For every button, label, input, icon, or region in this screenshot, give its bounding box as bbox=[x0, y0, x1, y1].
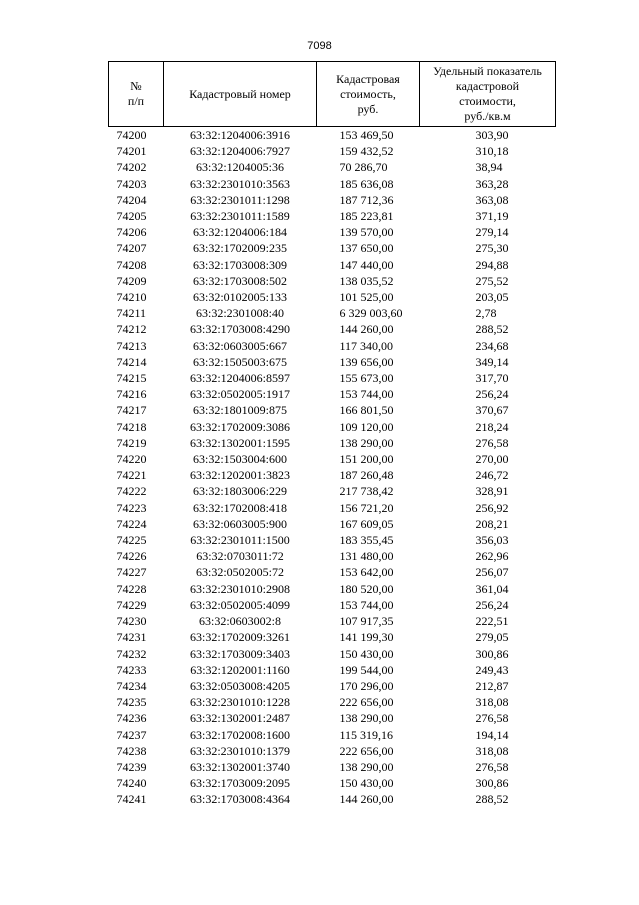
cadastral-number-cell: 63:32:2301010:3563 bbox=[189, 176, 290, 191]
row-number-cell: 74219 bbox=[116, 435, 147, 450]
cadastral-cost-cell: 107 917,35 bbox=[339, 614, 394, 629]
row-number-cell: 74206 bbox=[116, 225, 147, 240]
row-number-cell: 74207 bbox=[116, 241, 147, 256]
specific-indicator-cell: 356,03 bbox=[475, 533, 509, 548]
specific-indicator-cell: 212,87 bbox=[475, 678, 509, 693]
specific-indicator-cell: 288,52 bbox=[475, 322, 509, 337]
row-number-cell: 74218 bbox=[116, 419, 147, 434]
cadastral-cost-cell: 138 290,00 bbox=[339, 711, 394, 726]
table-row bbox=[109, 143, 556, 159]
table-row bbox=[109, 402, 556, 418]
cadastral-cost-cell: 151 200,00 bbox=[339, 452, 394, 467]
row-number-cell: 74223 bbox=[116, 500, 147, 515]
row-number-cell: 74220 bbox=[116, 452, 147, 467]
row-number-cell: 74234 bbox=[116, 678, 147, 693]
table-row bbox=[109, 710, 556, 726]
cadastral-cost-cell: 139 656,00 bbox=[339, 354, 394, 369]
cadastral-number-cell: 63:32:1702009:3261 bbox=[189, 630, 290, 645]
row-number-cell: 74217 bbox=[116, 403, 147, 418]
row-number-cell: 74203 bbox=[116, 176, 147, 191]
cadastral-cost-cell: 183 355,45 bbox=[339, 533, 394, 548]
specific-indicator-cell: 363,28 bbox=[475, 176, 509, 191]
table-row bbox=[109, 451, 556, 467]
table-row bbox=[109, 289, 556, 305]
cadastral-number-cell: 63:32:2301010:1379 bbox=[189, 743, 290, 758]
table-row bbox=[109, 305, 556, 321]
table-row bbox=[109, 646, 556, 662]
cadastral-cost-cell: 70 286,70 bbox=[339, 160, 388, 175]
cadastral-cost-cell: 153 744,00 bbox=[339, 387, 394, 402]
cadastral-cost-cell: 138 290,00 bbox=[339, 435, 394, 450]
cadastral-cost-cell: 109 120,00 bbox=[339, 419, 394, 434]
page-number: 7098 bbox=[307, 40, 332, 52]
cadastral-number-cell: 63:32:1801009:875 bbox=[192, 403, 287, 418]
table-row bbox=[109, 159, 556, 175]
cadastral-number-cell: 63:32:1204006:184 bbox=[192, 225, 287, 240]
specific-indicator-cell: 276,58 bbox=[475, 435, 509, 450]
table-row bbox=[109, 483, 556, 499]
header-cadastral-cost-text: Кадастровая стоимость, руб. bbox=[336, 71, 400, 116]
cadastral-cost-cell: 150 430,00 bbox=[339, 776, 394, 791]
cadastral-number-cell: 63:32:1703008:309 bbox=[192, 257, 287, 272]
specific-indicator-cell: 249,43 bbox=[475, 662, 509, 677]
table-row bbox=[109, 257, 556, 273]
cadastral-number-cell: 63:32:2301011:1589 bbox=[190, 209, 290, 224]
specific-indicator-cell: 361,04 bbox=[475, 581, 509, 596]
cadastral-number-cell: 63:32:0503008:4205 bbox=[189, 678, 290, 693]
cadastral-number-cell: 63:32:1204006:7927 bbox=[189, 144, 290, 159]
row-number-cell: 74224 bbox=[116, 516, 147, 531]
table-row bbox=[109, 176, 556, 192]
cadastral-cost-cell: 138 290,00 bbox=[339, 759, 394, 774]
specific-indicator-cell: 363,08 bbox=[475, 192, 509, 207]
specific-indicator-cell: 276,58 bbox=[475, 711, 509, 726]
cadastral-cost-cell: 150 430,00 bbox=[339, 646, 394, 661]
row-number-cell: 74232 bbox=[116, 646, 147, 661]
table-row bbox=[109, 321, 556, 337]
cadastral-cost-cell: 170 296,00 bbox=[339, 678, 394, 693]
table-row bbox=[109, 500, 556, 516]
table-row bbox=[109, 224, 556, 240]
cadastral-number-cell: 63:32:0502005:4099 bbox=[189, 597, 290, 612]
specific-indicator-cell: 276,58 bbox=[475, 759, 509, 774]
specific-indicator-cell: 328,91 bbox=[475, 484, 509, 499]
cadastral-number-cell: 63:32:1702008:418 bbox=[192, 500, 287, 515]
specific-indicator-cell: 275,52 bbox=[475, 273, 509, 288]
cadastral-number-cell: 63:32:1702009:235 bbox=[192, 241, 287, 256]
row-number-cell: 74201 bbox=[116, 144, 147, 159]
cadastral-number-cell: 63:32:0603005:667 bbox=[192, 338, 287, 353]
table-row bbox=[109, 208, 556, 224]
cadastral-number-cell: 63:32:1703008:502 bbox=[192, 273, 287, 288]
table-row bbox=[109, 613, 556, 629]
cadastral-cost-cell: 115 319,16 bbox=[339, 727, 394, 742]
cadastral-cost-cell: 199 544,00 bbox=[339, 662, 394, 677]
header-row-number-text: № п/п bbox=[127, 79, 145, 108]
cadastral-cost-cell: 144 260,00 bbox=[339, 322, 394, 337]
cadastral-cost-cell: 144 260,00 bbox=[339, 792, 394, 807]
cadastral-number-cell: 63:32:2301010:1228 bbox=[189, 695, 290, 710]
row-number-cell: 74210 bbox=[116, 290, 147, 305]
specific-indicator-cell: 234,68 bbox=[475, 338, 509, 353]
table-row bbox=[109, 338, 556, 354]
table-body bbox=[109, 127, 556, 808]
table-row bbox=[109, 386, 556, 402]
cadastral-number-cell: 63:32:2301011:1298 bbox=[190, 192, 290, 207]
specific-indicator-cell: 300,86 bbox=[475, 646, 509, 661]
cadastral-cost-cell: 217 738,42 bbox=[339, 484, 394, 499]
row-number-cell: 74209 bbox=[116, 273, 147, 288]
specific-indicator-cell: 218,24 bbox=[475, 419, 509, 434]
header-cadastral-number bbox=[164, 62, 317, 127]
specific-indicator-cell: 288,52 bbox=[475, 792, 509, 807]
cadastral-value-table bbox=[108, 61, 556, 808]
row-number-cell: 74213 bbox=[116, 338, 147, 353]
cadastral-number-cell: 63:32:0603005:900 bbox=[192, 516, 287, 531]
cadastral-number-cell: 63:32:1204006:8597 bbox=[189, 371, 290, 386]
cadastral-cost-cell: 139 570,00 bbox=[339, 225, 394, 240]
table-row bbox=[109, 354, 556, 370]
header-row bbox=[109, 62, 556, 127]
table-row bbox=[109, 678, 556, 694]
specific-indicator-cell: 318,08 bbox=[475, 743, 509, 758]
cadastral-number-cell: 63:32:2301010:2908 bbox=[189, 581, 290, 596]
cadastral-number-cell: 63:32:1202001:3823 bbox=[189, 468, 290, 483]
cadastral-number-cell: 63:32:1202001:1160 bbox=[190, 662, 290, 677]
row-number-cell: 74239 bbox=[116, 759, 147, 774]
cadastral-cost-cell: 153 744,00 bbox=[339, 597, 394, 612]
header-specific-indicator bbox=[420, 62, 556, 127]
table-row bbox=[109, 516, 556, 532]
table-row bbox=[109, 759, 556, 775]
row-number-cell: 74228 bbox=[116, 581, 147, 596]
specific-indicator-cell: 275,30 bbox=[475, 241, 509, 256]
cadastral-cost-cell: 137 650,00 bbox=[339, 241, 394, 256]
cadastral-cost-cell: 222 656,00 bbox=[339, 743, 394, 758]
table-header bbox=[109, 62, 556, 127]
row-number-cell: 74233 bbox=[116, 662, 147, 677]
specific-indicator-cell: 294,88 bbox=[475, 257, 509, 272]
table-row bbox=[109, 127, 556, 144]
cadastral-number-cell: 63:32:1703009:2095 bbox=[189, 776, 290, 791]
specific-indicator-cell: 279,14 bbox=[475, 225, 509, 240]
specific-indicator-cell: 279,05 bbox=[475, 630, 509, 645]
header-cadastral-cost bbox=[317, 62, 420, 127]
table-row bbox=[109, 419, 556, 435]
row-number-cell: 74212 bbox=[116, 322, 147, 337]
specific-indicator-cell: 2,78 bbox=[475, 306, 497, 321]
specific-indicator-cell: 203,05 bbox=[475, 290, 509, 305]
table-row bbox=[109, 273, 556, 289]
cadastral-cost-cell: 155 673,00 bbox=[339, 371, 394, 386]
row-number-cell: 74211 bbox=[116, 306, 147, 321]
cadastral-number-cell: 63:32:0703011:72 bbox=[196, 549, 284, 564]
row-number-cell: 74222 bbox=[116, 484, 147, 499]
row-number-cell: 74204 bbox=[116, 192, 147, 207]
specific-indicator-cell: 256,92 bbox=[475, 500, 509, 515]
row-number-cell: 74235 bbox=[116, 695, 147, 710]
cadastral-cost-cell: 6 329 003,60 bbox=[339, 306, 403, 321]
cadastral-number-cell: 63:32:1702008:1600 bbox=[189, 727, 290, 742]
table-row bbox=[109, 791, 556, 807]
row-number-cell: 74238 bbox=[116, 743, 147, 758]
cadastral-number-cell: 63:32:1702009:3086 bbox=[189, 419, 290, 434]
row-number-cell: 74221 bbox=[116, 468, 147, 483]
cadastral-number-cell: 63:32:1703008:4364 bbox=[189, 792, 290, 807]
cadastral-cost-cell: 156 721,20 bbox=[339, 500, 394, 515]
specific-indicator-cell: 270,00 bbox=[475, 452, 509, 467]
cadastral-cost-cell: 147 440,00 bbox=[339, 257, 394, 272]
cadastral-cost-cell: 166 801,50 bbox=[339, 403, 394, 418]
specific-indicator-cell: 256,07 bbox=[475, 565, 509, 580]
header-row-number bbox=[109, 62, 164, 127]
specific-indicator-cell: 256,24 bbox=[475, 597, 509, 612]
cadastral-number-cell: 63:32:2301008:40 bbox=[195, 306, 284, 321]
row-number-cell: 74229 bbox=[116, 597, 147, 612]
row-number-cell: 74202 bbox=[116, 160, 147, 175]
specific-indicator-cell: 300,86 bbox=[475, 776, 509, 791]
specific-indicator-cell: 246,72 bbox=[475, 468, 509, 483]
cadastral-number-cell: 63:32:0502005:72 bbox=[195, 565, 284, 580]
cadastral-cost-cell: 153 642,00 bbox=[339, 565, 394, 580]
row-number-cell: 74240 bbox=[116, 776, 147, 791]
row-number-cell: 74208 bbox=[116, 257, 147, 272]
cadastral-number-cell: 63:32:0603002:8 bbox=[198, 614, 281, 629]
cadastral-cost-cell: 180 520,00 bbox=[339, 581, 394, 596]
specific-indicator-cell: 349,14 bbox=[475, 354, 509, 369]
cadastral-number-cell: 63:32:1204005:36 bbox=[195, 160, 284, 175]
specific-indicator-cell: 318,08 bbox=[475, 695, 509, 710]
cadastral-cost-cell: 101 525,00 bbox=[339, 290, 394, 305]
specific-indicator-cell: 310,18 bbox=[475, 144, 509, 159]
specific-indicator-cell: 194,14 bbox=[475, 727, 509, 742]
table-row bbox=[109, 192, 556, 208]
specific-indicator-cell: 371,19 bbox=[475, 209, 509, 224]
specific-indicator-cell: 262,96 bbox=[475, 549, 509, 564]
table-row bbox=[109, 532, 556, 548]
cadastral-cost-cell: 141 199,30 bbox=[339, 630, 394, 645]
cadastral-number-cell: 63:32:0502005:1917 bbox=[189, 387, 290, 402]
cadastral-number-cell: 63:32:2301011:1500 bbox=[190, 533, 290, 548]
row-number-cell: 74227 bbox=[116, 565, 147, 580]
row-number-cell: 74215 bbox=[116, 371, 147, 386]
table-row bbox=[109, 597, 556, 613]
cadastral-number-cell: 63:32:1803006:229 bbox=[192, 484, 287, 499]
cadastral-cost-cell: 185 636,08 bbox=[339, 176, 394, 191]
row-number-cell: 74205 bbox=[116, 209, 147, 224]
cadastral-cost-cell: 131 480,00 bbox=[339, 549, 394, 564]
row-number-cell: 74231 bbox=[116, 630, 147, 645]
table-row bbox=[109, 581, 556, 597]
cadastral-number-cell: 63:32:1703008:4290 bbox=[189, 322, 290, 337]
cadastral-cost-cell: 185 223,81 bbox=[339, 209, 394, 224]
cadastral-cost-cell: 159 432,52 bbox=[339, 144, 394, 159]
table-row bbox=[109, 743, 556, 759]
table-row bbox=[109, 564, 556, 580]
row-number-cell: 74236 bbox=[116, 711, 147, 726]
cadastral-number-cell: 63:32:1302001:3740 bbox=[189, 759, 290, 774]
specific-indicator-cell: 208,21 bbox=[475, 516, 509, 531]
header-cadastral-number-text: Кадастровый номер bbox=[189, 86, 291, 101]
specific-indicator-cell: 222,51 bbox=[475, 614, 509, 629]
cadastral-cost-cell: 222 656,00 bbox=[339, 695, 394, 710]
cadastral-cost-cell: 187 260,48 bbox=[339, 468, 394, 483]
cadastral-cost-cell: 138 035,52 bbox=[339, 273, 394, 288]
cadastral-cost-cell: 167 609,05 bbox=[339, 516, 394, 531]
table-row bbox=[109, 727, 556, 743]
cadastral-number-cell: 63:32:1302001:2487 bbox=[189, 711, 290, 726]
cadastral-cost-cell: 153 469,50 bbox=[339, 128, 394, 142]
table-row bbox=[109, 629, 556, 645]
cadastral-number-cell: 63:32:1503004:600 bbox=[192, 452, 287, 467]
header-specific-indicator-text: Удельный показатель кадастровой стоимости, руб./кв.м bbox=[433, 64, 542, 123]
table-row bbox=[109, 694, 556, 710]
cadastral-number-cell: 63:32:1204006:3916 bbox=[189, 128, 290, 142]
table-row bbox=[109, 548, 556, 564]
specific-indicator-cell: 38,94 bbox=[475, 160, 503, 175]
row-number-cell: 74225 bbox=[116, 533, 147, 548]
cadastral-cost-cell: 187 712,36 bbox=[339, 192, 394, 207]
table-row bbox=[109, 662, 556, 678]
cadastral-cost-cell: 117 340,00 bbox=[339, 338, 394, 353]
cadastral-number-cell: 63:32:1703009:3403 bbox=[189, 646, 290, 661]
row-number-cell: 74226 bbox=[116, 549, 147, 564]
specific-indicator-cell: 303,90 bbox=[475, 128, 509, 142]
specific-indicator-cell: 317,70 bbox=[475, 371, 509, 386]
table-row bbox=[109, 240, 556, 256]
row-number-cell: 74214 bbox=[116, 354, 147, 369]
specific-indicator-cell: 370,67 bbox=[475, 403, 509, 418]
cadastral-number-cell: 63:32:1505003:675 bbox=[192, 354, 287, 369]
row-number-cell: 74200 bbox=[116, 128, 147, 142]
cadastral-number-cell: 63:32:1302001:1595 bbox=[189, 435, 290, 450]
table-row bbox=[109, 435, 556, 451]
row-number-cell: 74237 bbox=[116, 727, 147, 742]
row-number-cell: 74216 bbox=[116, 387, 147, 402]
specific-indicator-cell: 256,24 bbox=[475, 387, 509, 402]
table-row bbox=[109, 467, 556, 483]
table-row bbox=[109, 370, 556, 386]
cadastral-number-cell: 63:32:0102005:133 bbox=[192, 290, 287, 305]
row-number-cell: 74230 bbox=[116, 614, 147, 629]
row-number-cell: 74241 bbox=[116, 792, 147, 807]
table-row bbox=[109, 775, 556, 791]
